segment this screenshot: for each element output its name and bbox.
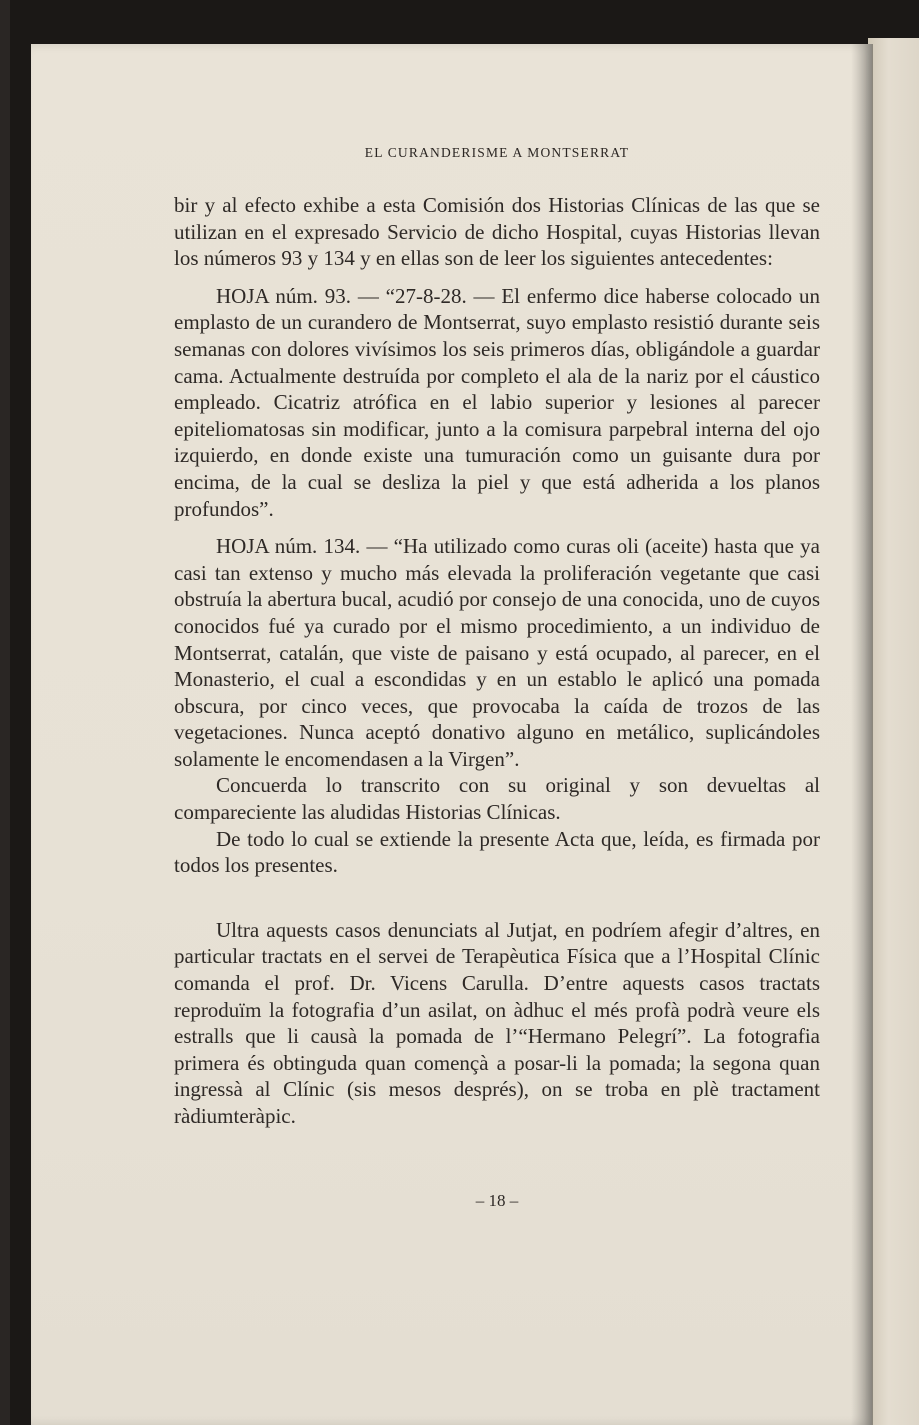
page-number: – 18 – [475, 1191, 519, 1210]
paragraph-concuerda: Concuerda lo transcrito con su original y son devueltas al compareciente las aludidas Historias Clínicas. [174, 773, 820, 825]
running-head: EL CURANDERISME A MONTSERRAT [364, 145, 630, 160]
facing-page-edge [868, 38, 919, 1425]
paragraph-acta: De todo lo cual se extiende la presente Acta que, leída, es firmada por todos los presentes. [174, 826, 820, 878]
paragraph-continuation: bir y al efecto exhibe a esta Comisión dos Historias Clínicas de las que se utilizan en el expresado Servicio de dicho Hospital, cuyas Historias llevan los números 93 y 134 y en ellas son de leer los siguientes antecedentes: [174, 193, 820, 271]
body-text [174, 192, 820, 1130]
paragraph-hoja-93: HOJA núm. 93. — “27-8-28. — El enfermo dice haberse colocado un emplasto de un curandero de Montserrat, suyo emplasto resistió durante seis semanas con dolores vivísimos los seis primeros días, obligándole a guardar cama. Actualmente destruída por completo el ala de la nariz por el cáustico empleado. Cicatriz atrófica en el labio superior y lesiones al parecer epiteliomatosas sin modificar, junto a la comisura parpebral interna del ojo izquierdo, en donde existe una tumuración como un guisante dura por encima, de la cual se desliza la piel y que está adherida a los planos profundos”. [174, 283, 820, 521]
paragraph-hoja-134: HOJA núm. 134. — “Ha utilizado como curas oli (aceite) hasta que ya casi tan extenso y mucho más elevada la proliferación vegetante que casi obstruía la abertura bucal, acudió por consejo de una conocida, uno de cuyos conocidos fué ya curado por el mismo procedimiento, a un individuo de Montserrat, catalán, que viste de paisano y está ocupado, al parecer, en el Monasterio, el cual a escondidas y en un establo le aplicó una pomada obscura, por cinco veces, que provocaba la caída de trozos de las vegetaciones. Nunca aceptó donativo alguno en metálico, suplicándoles solamente le encomendasen a la Virgen”. [174, 534, 820, 771]
scan-edge [0, 0, 10, 1425]
paragraph-ultra-aquests: Ultra aquests casos denunciats al Jutjat, en podríem afegir d’altres, en particular tractats en el servei de Terapèutica Física que a l’Hospital Clínic comanda el prof. Dr. Vicens Carulla. D’entre aquests casos tractats reproduïm la fotografia d’un asilat, on àdhuc el més profà podrà veure els estralls que li causà la pomada de l’“Hermano Pelegrí”. La fotografia primera és obtinguda quan començà a posar-li la pomada; la segona quan ingressà al Clínic (sis mesos després), on se troba en plè tractament ràdiumteràpic. [174, 917, 820, 1128]
spine-shadow [851, 44, 873, 1425]
